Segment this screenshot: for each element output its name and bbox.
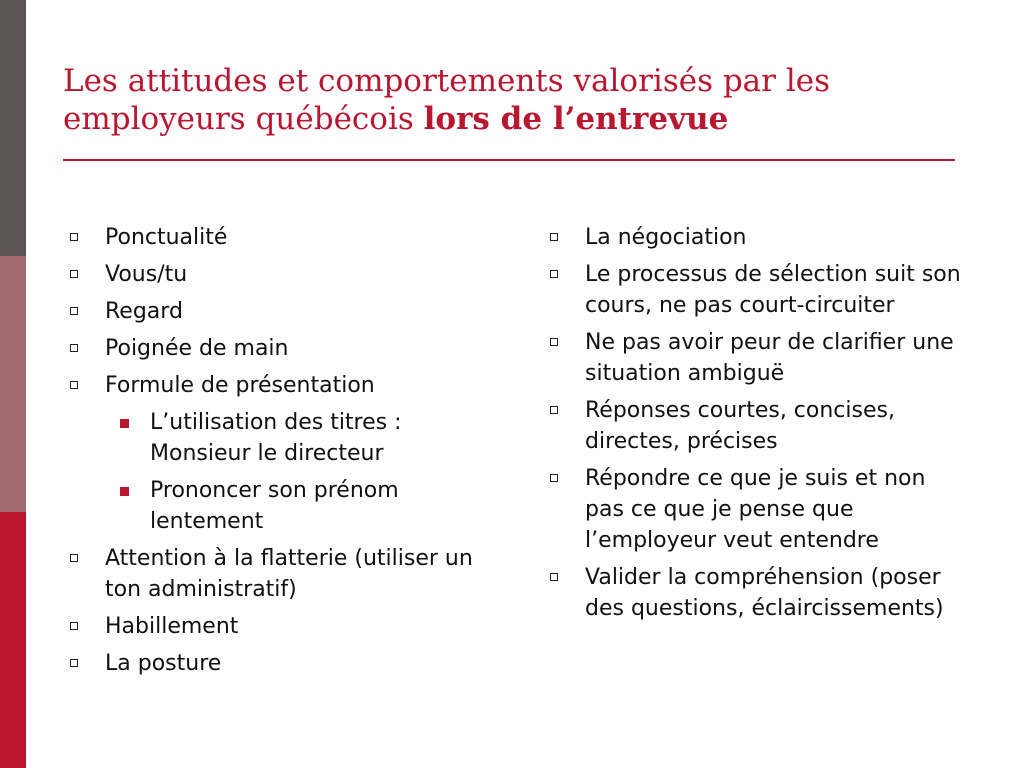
list-item-text: Poignée de main <box>105 336 289 361</box>
left-bullet-list <box>66 222 506 685</box>
sub-bullet-list <box>105 407 506 537</box>
sidebar-band-bottom <box>0 512 26 768</box>
list-item <box>66 259 506 290</box>
square-bullet-icon <box>550 573 558 581</box>
square-bullet-icon <box>550 338 558 346</box>
square-bullet-icon <box>70 659 78 667</box>
list-item-text: Vous/tu <box>105 262 188 287</box>
square-bullet-icon <box>550 270 558 278</box>
sub-list-item-text: L’utilisation des titres : Monsieur le directeur <box>150 410 402 466</box>
square-bullet-icon <box>70 270 78 278</box>
list-item-text: Regard <box>105 299 183 324</box>
square-bullet-icon <box>70 554 78 562</box>
list-item-text: La posture <box>105 651 222 676</box>
list-item <box>66 296 506 327</box>
slide-title-bold: lors de l’entrevue <box>423 101 729 137</box>
square-bullet-icon <box>70 307 78 315</box>
sub-list-item-text: Prononcer son prénom lentement <box>150 478 399 534</box>
list-item <box>66 543 506 605</box>
right-bullet-list <box>546 222 966 630</box>
list-item-text: Valider la compréhension (poser des questions, éclaircissements) <box>585 565 944 621</box>
list-item <box>546 562 966 624</box>
list-item-text: Habillement <box>105 614 239 639</box>
list-item-text: Le processus de sélection suit son cours, ne pas court-circuiter <box>585 262 961 318</box>
square-bullet-icon <box>70 233 78 241</box>
sub-list-item <box>105 475 506 537</box>
list-item-text: Ponctualité <box>105 225 228 250</box>
list-item <box>66 370 506 537</box>
list-item <box>66 333 506 364</box>
list-item <box>66 611 506 642</box>
list-item-text: Répondre ce que je suis et non pas ce que je pense que l’employeur veut entendre <box>585 466 926 553</box>
square-bullet-icon <box>70 622 78 630</box>
list-item-text: Formule de présentation <box>105 373 375 398</box>
list-item-text: La négociation <box>585 225 747 250</box>
list-item-text: Ne pas avoir peur de clarifier une situation ambiguë <box>585 330 954 386</box>
square-bullet-icon <box>550 406 558 414</box>
square-bullet-icon <box>70 344 78 352</box>
filled-square-bullet-icon <box>120 419 129 428</box>
title-underline <box>63 159 955 161</box>
list-item <box>546 259 966 321</box>
slide-title <box>63 62 963 138</box>
list-item <box>546 327 966 389</box>
square-bullet-icon <box>550 233 558 241</box>
square-bullet-icon <box>70 381 78 389</box>
list-item-text: Réponses courtes, concises, directes, précises <box>585 398 895 454</box>
sub-list-item <box>105 407 506 469</box>
sidebar-band-middle <box>0 256 26 512</box>
list-item <box>66 222 506 253</box>
list-item <box>66 648 506 679</box>
list-item-text: Attention à la flatterie (utiliser un ton administratif) <box>105 546 473 602</box>
list-item <box>546 222 966 253</box>
sidebar-band-top <box>0 0 26 256</box>
square-bullet-icon <box>550 474 558 482</box>
list-item <box>546 463 966 556</box>
slide-title-normal: Les attitudes et comportements valorisés par les employeurs québécois <box>63 63 831 137</box>
filled-square-bullet-icon <box>120 487 129 496</box>
list-item <box>546 395 966 457</box>
